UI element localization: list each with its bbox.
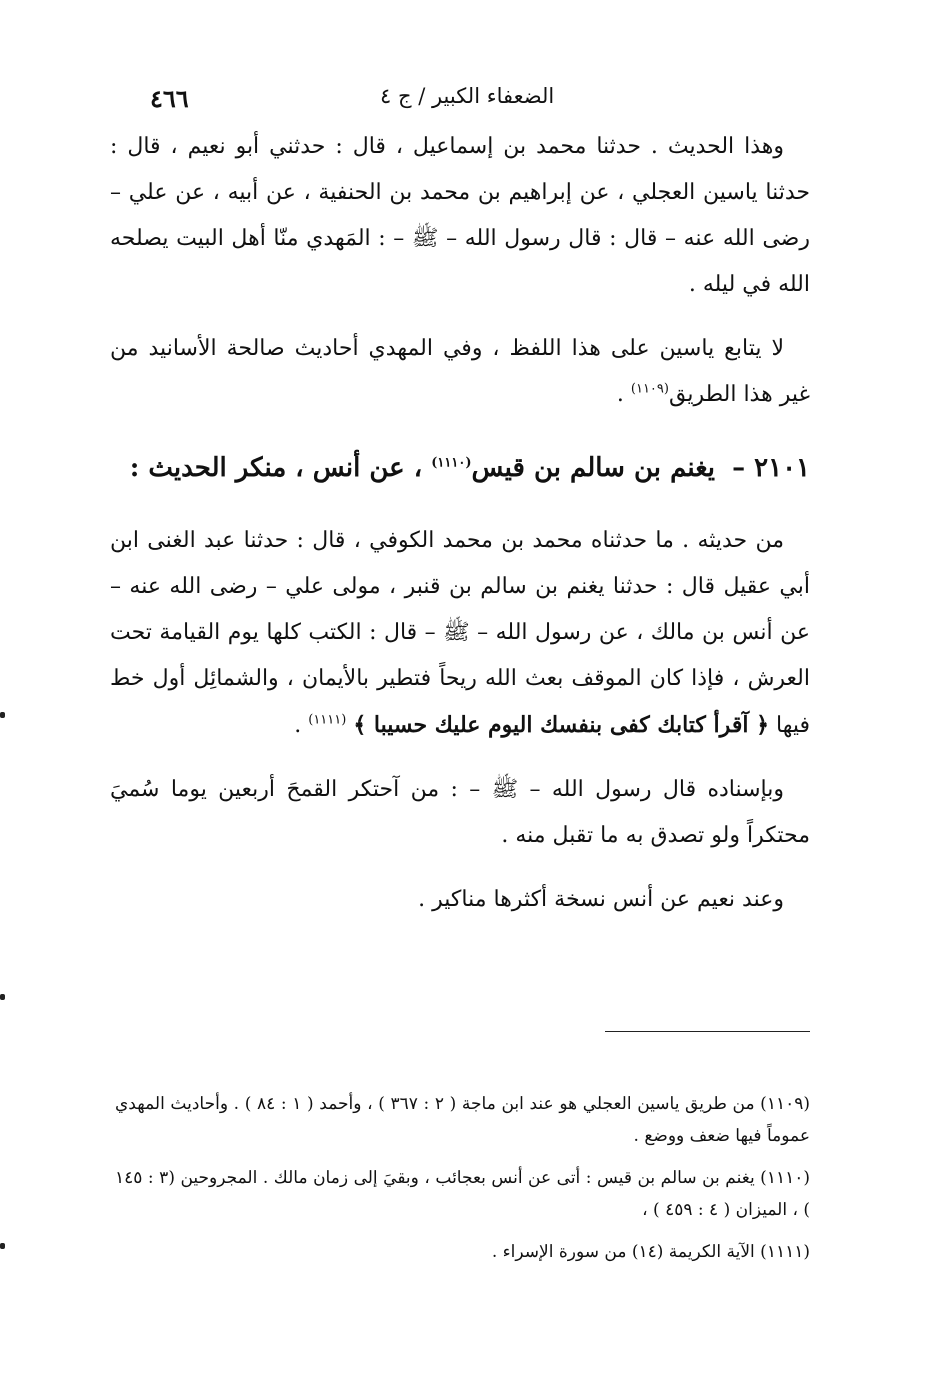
scan-edge-mark xyxy=(0,1243,5,1249)
running-title: الضعفاء الكبير / ج ٤ xyxy=(380,84,555,108)
scan-edge-mark xyxy=(0,994,5,1000)
page-number: ٤٦٦ xyxy=(150,84,189,113)
paragraph-3-text: من حديثه . ما حدثناه محمد بن محمد الكوفي ، قال : حدثنا عبد الغنى ابن أبي عقيل قال : حدثنا يغنم بن سالم بن قنبر ، مولى علي – رضى الله عنه – عن أنس بن مالك ، عن رسول الله – ﷺ – قال : الكتب كلها يوم القيامة تحت العرش ، فإذا كان الموقف بعث الله ريحاً فتطير بالأيمان ، والشمائِل أول خط فيها xyxy=(110,528,810,738)
paragraph-2 xyxy=(110,326,810,418)
paragraph-1: وهذا الحديث . حدثنا محمد بن إسماعيل ، قال : حدثني أبو نعيم ، قال : حدثنا ياسين العجلي ، عن إبراهيم بن محمد بن الحنفية ، عن أبيه ، عن علي – رضى الله عنه – قال : قال رسول الله – ﷺ – : المَهدي منّا أهل البيت يصلحه الله في ليله . xyxy=(110,134,810,297)
footnotes xyxy=(115,1088,810,1278)
footnote-1111: (١١١١) الآية الكريمة (١٤) من سورة الإسراء . xyxy=(491,1242,810,1262)
paragraph-2-end: . xyxy=(616,382,631,407)
footnote-1110: (١١١٠) يغنم بن سالم بن قيس : أتى عن أنس بعجائب ، وبقيَ إلى زمان مالك . المجروحين (٣ : ١٤٥ ) ، الميزان ( ٤ : ٤٥٩ ) ، xyxy=(115,1168,810,1220)
entry-number: ٢١٠١ – xyxy=(732,453,810,483)
footnote-ref-1110: (١١١٠) xyxy=(431,455,472,471)
footnote-separator xyxy=(605,1031,810,1032)
paragraph-4: وبإسناده قال رسول الله – ﷺ – : من آحتكر القمحَ أربعين يوما سُميَ محتكراً ولو تصدق به ما تقبل منه . xyxy=(110,777,810,848)
quranic-verse: ﴿ آقرأ كتابك كفى بنفسك اليوم عليك حسيبا ﴾ xyxy=(353,712,769,738)
entry-heading-rest: ، عن أنس ، منكر الحديث : xyxy=(129,453,423,483)
paragraph-2-text: لا يتابع ياسين على هذا اللفظ ، وفي المهدي أحاديث صالحة الأسانيد من غير هذا الطريق xyxy=(110,336,810,407)
scan-edge-mark xyxy=(0,712,5,718)
paragraph-3 xyxy=(110,518,810,749)
entry-heading xyxy=(110,442,810,494)
main-text xyxy=(110,124,810,941)
paragraph-3-end: . xyxy=(294,713,309,738)
footnote-ref-1109: (١١٠٩) xyxy=(630,381,669,397)
page-header xyxy=(150,84,810,116)
entry-name: يغنم بن سالم بن قيس xyxy=(471,453,716,483)
paragraph-5: وعند نعيم عن أنس نسخة أكثرها مناكير . xyxy=(418,887,784,912)
footnote-1109: (١١٠٩) من طريق ياسين العجلي هو عند ابن ماجة ( ٢ : ٣٦٧ ) ، وأحمد ( ١ : ٨٤ ) . وأحاديث المهدي عموماً فيها ضعف ووضع . xyxy=(115,1094,810,1146)
footnote-ref-1111: (١١١١) xyxy=(308,712,347,728)
